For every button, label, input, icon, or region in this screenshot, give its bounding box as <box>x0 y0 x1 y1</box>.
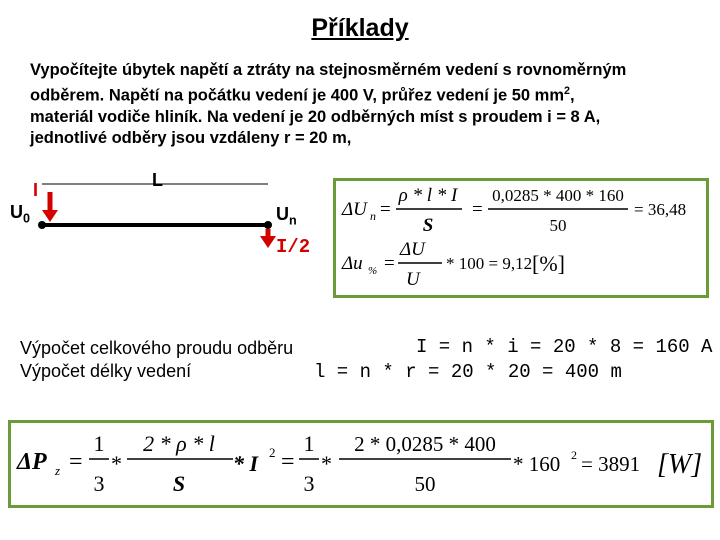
frac3-numerator: 1 <box>303 431 315 456</box>
current-arrow-icon <box>42 210 58 222</box>
mult-sign-1: * <box>111 451 122 476</box>
page-title: Příklady <box>311 14 409 42</box>
eq-sign-1: = <box>380 199 391 220</box>
start-node <box>38 221 46 229</box>
frac2-denominator: S <box>172 471 186 496</box>
problem-line-2 <box>30 81 700 107</box>
frac1-denominator: 3 <box>93 471 105 496</box>
delta-a-symbol: Δu <box>342 253 363 274</box>
eq-sign-3: = <box>384 253 395 274</box>
eq2-tail: * 100 = 9,12 <box>446 254 533 273</box>
length-calc-expr: l = n * r = 20 * 20 = 400 m <box>314 361 622 383</box>
problem-statement <box>30 60 700 149</box>
mult-sign-2: * <box>321 451 332 476</box>
frac1-numerator: 1 <box>93 431 105 456</box>
eq2-denominator: U <box>406 269 420 290</box>
current-calc-label: Výpočet celkového proudu odběru <box>20 338 294 358</box>
problem-line-3: materiál vodiče hliník. Na vedení je 20 odběrných míst s proudem i = 8 A, <box>30 107 601 126</box>
eq-sign-5: = <box>281 449 295 475</box>
eq1-numerator: ρ * l * I <box>398 185 458 206</box>
length-label: L <box>152 170 163 190</box>
delta-u-symbol: ΔU <box>342 199 367 220</box>
tail-term: * 160 <box>513 452 561 476</box>
un-symbol: U <box>276 204 289 224</box>
power-loss-formula <box>11 423 711 505</box>
current-calc-expr: I = n * i = 20 * 8 = 160 A <box>416 336 713 358</box>
frac4-numerator: 2 * 0,0285 * 400 <box>354 432 496 456</box>
eq1-numerator-values: 0,0285 * 400 * 160 <box>492 186 624 205</box>
tail-sup: 2 <box>571 448 577 462</box>
delta-u-sub: n <box>370 209 376 223</box>
half-current-arrow-icon <box>260 236 276 248</box>
eq1-denominator-value: 50 <box>549 216 567 235</box>
delta-a-sub: % <box>368 265 378 277</box>
i-squared: * I <box>233 451 259 476</box>
voltage-drop-formula-box <box>333 178 709 298</box>
frac4-denominator: 50 <box>414 472 436 496</box>
u0-sub: 0 <box>23 211 31 226</box>
problem-line-2-sup: 2 <box>564 85 570 97</box>
problem-line-1: Vypočítejte úbytek napětí a ztráty na stejnosměrném vedení s rovnoměrným <box>30 61 627 79</box>
un-label <box>276 204 297 228</box>
un-sub: n <box>289 213 297 228</box>
delta-p-symbol: ΔP <box>17 449 47 475</box>
frac3-denominator: 3 <box>303 471 315 496</box>
eq2-unit: [%] <box>532 251 565 276</box>
power-loss-formula-box <box>8 420 714 508</box>
eq2-numerator: ΔU <box>400 239 425 260</box>
u0-symbol: U <box>10 202 23 222</box>
frac2-numerator: 2 * ρ * l <box>143 431 215 456</box>
half-current-label: I/2 <box>276 236 311 258</box>
i-squared-sup: 2 <box>269 445 276 460</box>
problem-line-4: jednotlivé odběry jsou vzdáleny r = 20 m, <box>30 128 352 147</box>
power-result: = 3891 <box>581 452 641 476</box>
end-node <box>264 221 272 229</box>
eq1-denominator: S <box>422 215 434 236</box>
eq1-result: = 36,48 <box>634 200 687 219</box>
u0-label <box>10 202 30 226</box>
problem-line-2-end: , <box>569 86 575 105</box>
current-label: I <box>33 180 39 200</box>
length-calc-label: Výpočet délky vedení <box>20 361 192 381</box>
problem-line-2-text: odběrem. Napětí na počátku vedení je 400 V, průřez vedení je 50 mm <box>30 86 565 105</box>
delta-p-sub: z <box>55 463 61 478</box>
eq-sign-4: = <box>69 449 83 475</box>
eq-sign-2: = <box>472 199 483 220</box>
power-unit: [W] <box>657 449 703 480</box>
voltage-drop-formula <box>336 181 706 295</box>
